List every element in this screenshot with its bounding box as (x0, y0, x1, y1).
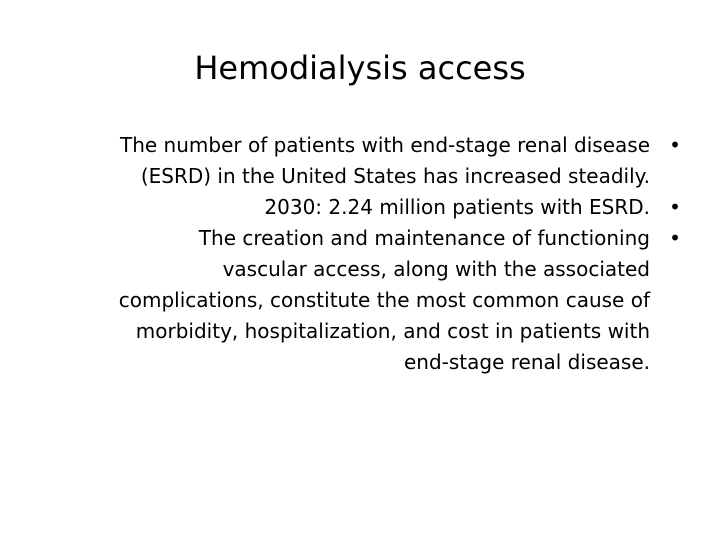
bullet-line: complications, constitute the most common cause of (118, 288, 650, 312)
bullet-item-esrd-increase (30, 130, 690, 192)
bullet-icon: • (669, 195, 681, 219)
bullet-line: The number of patients with end-stage renal disease (120, 133, 650, 157)
bullet-item-2030-projection (30, 192, 690, 223)
bullet-icon: • (669, 226, 681, 250)
bullet-line: The creation and maintenance of functioning (198, 226, 650, 250)
bullet-icon: • (669, 133, 681, 157)
bullet-line: (ESRD) in the United States has increased steadily. (140, 164, 650, 188)
bullet-line: morbidity, hospitalization, and cost in patients with (135, 319, 650, 343)
bullet-list (30, 130, 690, 378)
bullet-line: 2030: 2.24 million patients with ESRD. (264, 195, 650, 219)
bullet-line: vascular access, along with the associated (222, 257, 650, 281)
bullet-line: end-stage renal disease. (403, 350, 650, 374)
slide-title: Hemodialysis access (194, 49, 526, 87)
bullet-item-vascular-access (30, 223, 690, 378)
